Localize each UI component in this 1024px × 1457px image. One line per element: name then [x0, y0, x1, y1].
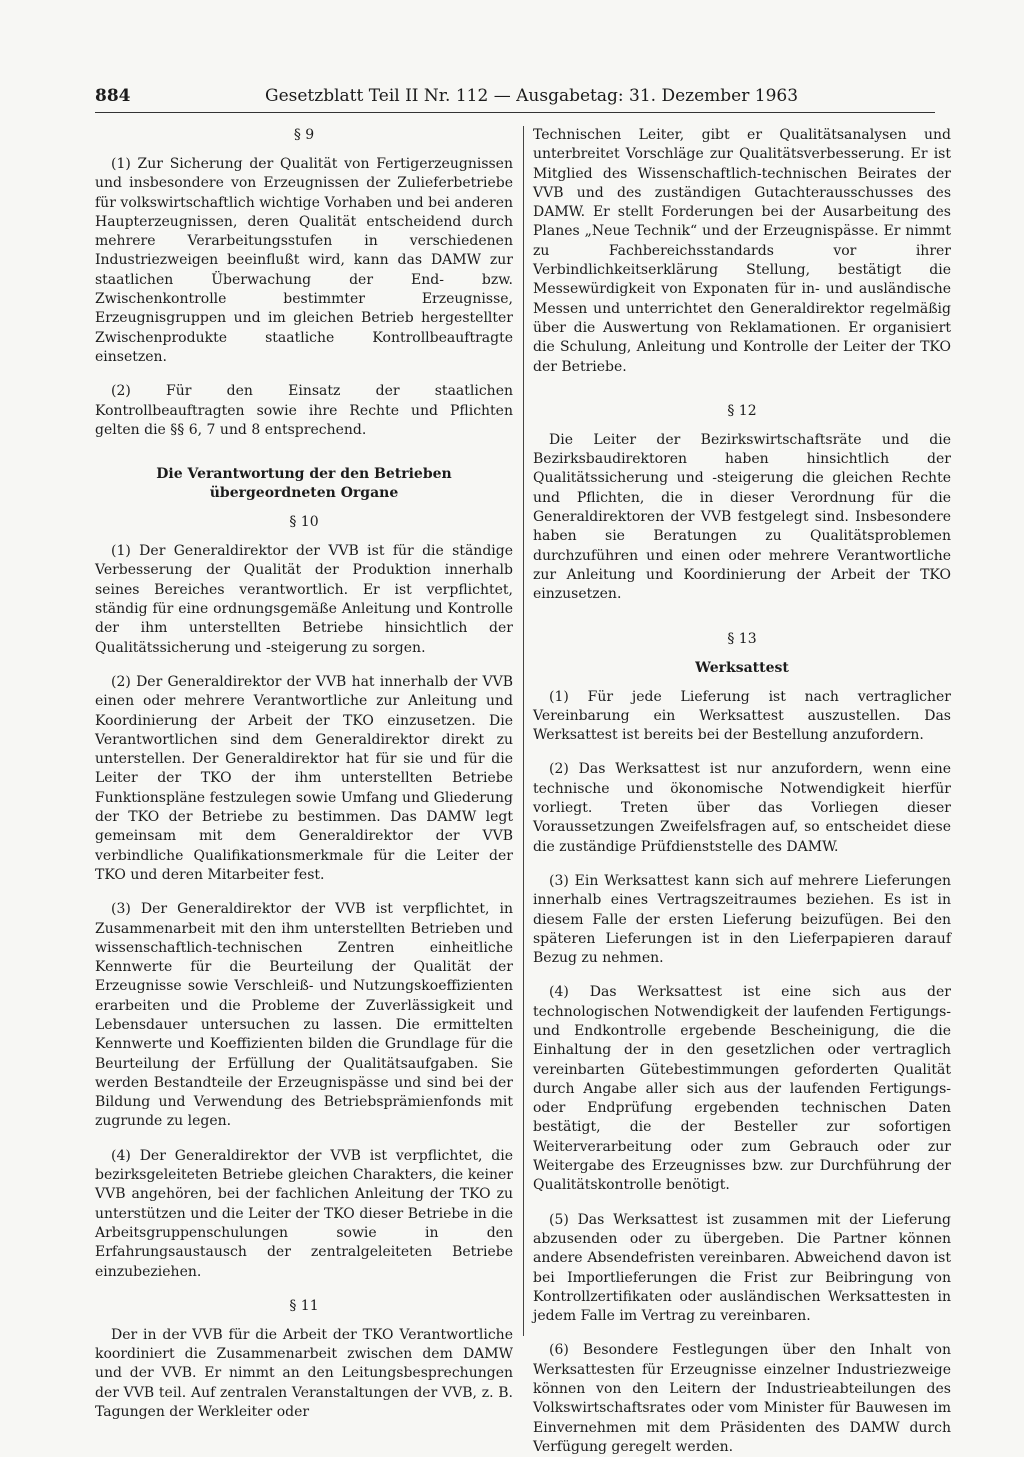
paragraph-10-2: (2) Der Generaldirektor der VVB hat innerhalb der VVB einen oder mehrere Verantwortliche zur Anleitung und Koordinierung der Arbeit der TKO einzusetzen. Die Verantwortlichen sind dem Generaldirektor direkt zu unterstellen. Der Generaldirektor hat für sie und für die Leiter der TKO der ihm unterstellten Betriebe Funktionspläne festzulegen sowie Umfang und Gliederung der TKO der Betriebe zu bestimmen. Das DAMW legt gemeinsam mit dem Generaldirektor der VVB verbindliche Qualifikationsmerkmale für die Leiter der TKO und deren Mitarbeiter fest.	[95, 673, 513, 883]
header-title: Gesetzblatt Teil II Nr. 112 — Ausgabetag: 31. Dezember 1963	[265, 86, 799, 106]
paragraph-13-6: (6) Besondere Festlegungen über den Inhalt von Werksattesten für Erzeugnisse einzelner Industriezweige können von den Leitern der Industrieabteilungen des Volkswirtschaftsrates oder vom Minister für Bauwesen im Einvernehmen mit dem Präsidenten des DAMW durch Verfügung geregelt werden.	[533, 1342, 951, 1455]
column-divider	[523, 126, 524, 1336]
paragraph-13-2: (2) Das Werksattest ist nur anzufordern, wenn eine technische und ökonomische Notwendigkeit hierfür vorliegt. Treten über das Vorliegen dieser Voraussetzungen Zweifelsfragen auf, so entscheidet diese die zuständige Prüfdienststelle des DAMW.	[533, 761, 951, 855]
right-column	[533, 126, 951, 1457]
paragraph-10-3: (3) Der Generaldirektor der VVB ist verpflichtet, in Zusammenarbeit mit den ihm unterstellten Betrieben und wissenschaftlich-technischen Zentren einheitliche Kennwerte für die Beurteilung der Qualität der Erzeugnisse sowie Verschleiß- und Nutzungskoeffizienten erarbeiten und die Probleme der Zuverlässigkeit und Lebensdauer untersuchen zu lassen. Die ermittelten Kennwerte und Koeffizienten bilden die Grundlage für die Beurteilung der Erfüllung der Qualitätsaufgaben. Sie werden Bestandteile der Erzeugnispässe und sind bei der Bildung und Verwendung des Betriebsprämienfonds mit zugrunde zu legen.	[95, 901, 513, 1130]
section-number-13: § 13	[727, 630, 757, 647]
paragraph-13-3: (3) Ein Werksattest kann sich auf mehrere Lieferungen innerhalb eines Vertragszeitraumes beziehen. Es ist in diesem Falle der ersten Lieferung beizufügen. Bei den späteren Lieferungen ist in den Lieferpapieren darauf Bezug zu nehmen.	[533, 872, 951, 967]
section-number-10: § 10	[289, 514, 319, 531]
section-heading-line-1: Die Verantwortung der den Betrieben	[156, 466, 452, 483]
paragraph-13-5: (5) Das Werksattest ist zusammen mit der Lieferung abzusenden oder zu übergeben. Die Partner können andere Absendefristen vereinbaren. Abweichend davon ist bei Importlieferungen die Frist zur Beibringung von Kontrollzertifikaten oder ausländischen Werksattesten in jedem Falle im Vertrag zu vereinbaren.	[533, 1211, 951, 1325]
section-number-11: § 11	[289, 1297, 319, 1314]
paragraph-12-1: Die Leiter der Bezirkswirtschaftsräte und die Bezirksbaudirektoren haben hinsichtlich der Qualitätssicherung und -steigerung die gleichen Rechte und Pflichten, die in dieser Verordnung für die Generaldirektoren der VVB festgelegt sind. Insbesondere haben sie Beratungen zu Qualitätsproblemen durchzuführen und einen oder mehrere Verantwortliche zur Anleitung und Koordinierung der Arbeit der TKO einzusetzen.	[533, 431, 951, 603]
section-number-9: § 9	[293, 127, 315, 143]
page-number: 884	[95, 86, 131, 106]
paragraph-9-2: (2) Für den Einsatz der staatlichen Kontrollbeauftragten sowie ihre Rechte und Pflichten gelten die §§ 6, 7 und 8 entsprechend.	[95, 383, 513, 438]
page-header	[95, 86, 935, 113]
section-heading-line-2: übergeordneten Organe	[209, 485, 399, 502]
paragraph-10-1: (1) Der Generaldirektor der VVB ist für die ständige Verbesserung der Qualität der Produktion innerhalb seines Bereiches verantwortlich. Er ist verpflichtet, ständig für eine ordnungsgemäße Anleitung und Kontrolle der ihm unterstellten Betriebe hinsichtlich der Qualitätssicherung und -steigerung zu sorgen.	[95, 543, 513, 656]
paragraph-11-1: Der in der VVB für die Arbeit der TKO Verantwortliche koordiniert die Zusammenarbeit zwischen dem DAMW und der VVB. Er nimmt an den Leitungsbesprechungen der VVB teil. Auf zentralen Veranstaltungen der VVB, z. B. Tagungen der Werkleiter oder	[95, 1326, 513, 1421]
paragraph-13-1: (1) Für jede Lieferung ist nach vertraglicher Vereinbarung ein Werksattest auszustellen. Das Werksattest ist bereits bei der Bestellung anzufordern.	[533, 688, 951, 744]
section-number-12: § 12	[727, 402, 757, 419]
paragraph-10-4: (4) Der Generaldirektor der VVB ist verpflichtet, die bezirksgeleiteten Betriebe gleichen Charakters, die keiner VVB angehören, bei der fachlichen Anleitung der TKO zu unterstützen und die Leiter der TKO dieser Betriebe in die Arbeitsgruppenschulungen sowie in den Erfahrungsaustausch der zentralgeleiteten Betriebe einzubeziehen.	[95, 1147, 513, 1280]
paragraph-9-1: (1) Zur Sicherung der Qualität von Fertigerzeugnissen und insbesondere von Erzeugnissen der Zulieferbetriebe für volkswirtschaftlich wichtige Vorhaben und bei anderen Haupterzeugnissen, deren Qualität entscheidend durch mehrere Verarbeitungsstufen in verschiedenen Industriezweigen beeinflußt wird, kann das DAMW zur staatlichen Überwachung der End- bzw. Zwischenkontrolle bestimmter Erzeugnisse, Erzeugnisgruppen und im gleichen Betrieb hergestellter Zwischenprodukte staatliche Kontrollbeauftragte einsetzen.	[95, 156, 513, 365]
left-column	[95, 126, 513, 1422]
paragraph-11-continued: Technischen Leiter, gibt er Qualitätsanalysen und unterbreitet Vorschläge zur Qualitätsverbesserung. Er ist Mitglied des Wissenschaftlich-technischen Beirates der VVB und des zuständigen Gutachterausschusses des DAMW. Er stellt Forderungen bei der Ausarbeitung des Planes „Neue Technik“ und der Erzeugnispässe. Er nimmt zu Fachbereichsstandards vor ihrer Verbindlichkeitserklärung Stellung, bestätigt die Messewürdigkeit von Exponaten für in- und ausländische Messen und unterrichtet den Generaldirektor regelmäßig über die Auswertung von Reklamationen. Er organisiert die Schulung, Anleitung und Kontrolle der Leiter der TKO der Betriebe.	[533, 127, 951, 375]
paragraph-13-4: (4) Das Werksattest ist eine sich aus der technologischen Notwendigkeit der laufenden Fertigungs- und Endkontrolle ergebende Bescheinigung, die die Einhaltung der in den gesetzlichen oder vertraglich vereinbarten Gütebestimmungen geforderten Qualität durch Angabe aller sich aus der laufenden Fertigungs- oder Endprüfung ergebenden technischen Daten bestätigt, die der Besteller zur sofortigen Weiterverarbeitung oder zum Gebrauch oder zur Weitergabe des Erzeugnisses bzw. zur Durchführung der Qualitätskontrolle benötigt.	[533, 984, 951, 1194]
section-title-werksattest: Werksattest	[695, 659, 789, 676]
